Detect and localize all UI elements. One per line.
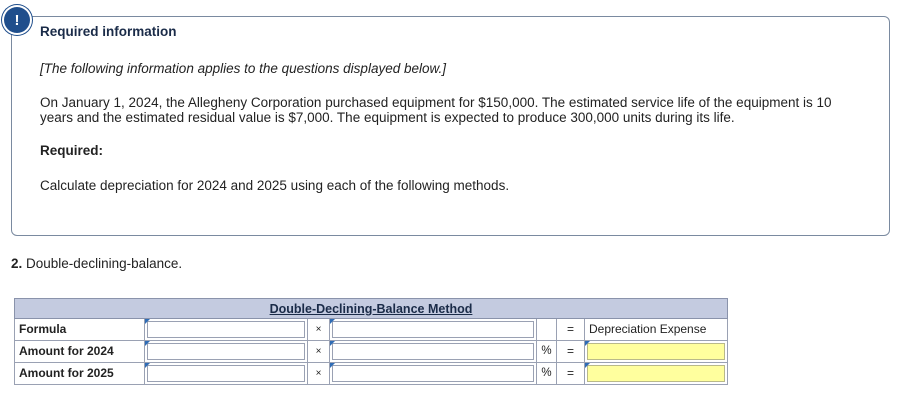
percent-sign [537, 319, 557, 341]
question-label: Double-declining-balance. [26, 256, 183, 271]
dropdown-marker-icon [145, 319, 150, 324]
question-text [11, 256, 182, 271]
info-intro: [The following information applies to the questions displayed below.] [40, 61, 446, 76]
dropdown-marker-icon [585, 341, 590, 346]
required-info-box [11, 16, 890, 236]
dropdown-marker-icon [585, 363, 590, 368]
equals-sign: = [557, 319, 585, 341]
percent-sign: % [537, 363, 557, 385]
dropdown-marker-icon [330, 341, 335, 346]
amount-2024-input-2[interactable] [332, 343, 534, 360]
equals-sign: = [557, 341, 585, 363]
dropdown-marker-icon [330, 363, 335, 368]
table-row-2024 [14, 341, 728, 363]
row-label: Amount for 2024 [14, 341, 145, 363]
formula-input-1-cell [145, 319, 308, 341]
amount-2024-input-1-cell [145, 341, 308, 363]
amount-2024-input-1[interactable] [147, 343, 305, 360]
dropdown-marker-icon [145, 363, 150, 368]
amount-2025-result-input[interactable] [587, 365, 725, 382]
formula-input-2[interactable] [332, 321, 534, 338]
dropdown-marker-icon [330, 319, 335, 324]
amount-2025-result-cell [585, 363, 728, 385]
formula-input-2-cell [330, 319, 537, 341]
multiply-sign: × [308, 363, 330, 385]
amount-2024-input-2-cell [330, 341, 537, 363]
row-label: Formula [14, 319, 145, 341]
table-header [14, 298, 728, 319]
multiply-sign: × [308, 319, 330, 341]
row-label: Amount for 2025 [14, 363, 145, 385]
amount-2025-input-1-cell [145, 363, 308, 385]
multiply-sign: × [308, 341, 330, 363]
instruction-text: Calculate depreciation for 2024 and 2025 using each of the following methods. [40, 178, 510, 193]
alert-icon: ! [4, 7, 30, 33]
percent-sign: % [537, 341, 557, 363]
amount-2025-input-2-cell [330, 363, 537, 385]
table-title: Double-Declining-Balance Method [269, 302, 473, 316]
amount-2024-result-input[interactable] [587, 343, 725, 360]
dropdown-marker-icon [145, 341, 150, 346]
required-label: Required: [40, 143, 104, 158]
formula-result-label: Depreciation Expense [585, 319, 728, 341]
info-paragraph: On January 1, 2024, the Allegheny Corporation purchased equipment for $150,000. The estimated service life of the equipment is 10 years and the estimated residual value is $7,000. The equipment is expected to produce 300,000 units during its life. [40, 95, 832, 125]
equals-sign: = [557, 363, 585, 385]
amount-2024-result-cell [585, 341, 728, 363]
info-title: Required information [40, 24, 177, 39]
amount-2025-input-1[interactable] [147, 365, 305, 382]
formula-input-1[interactable] [147, 321, 305, 338]
amount-2025-input-2[interactable] [332, 365, 534, 382]
question-number: 2. [11, 256, 23, 271]
table-row-formula [14, 319, 728, 341]
table-row-2025 [14, 363, 728, 385]
